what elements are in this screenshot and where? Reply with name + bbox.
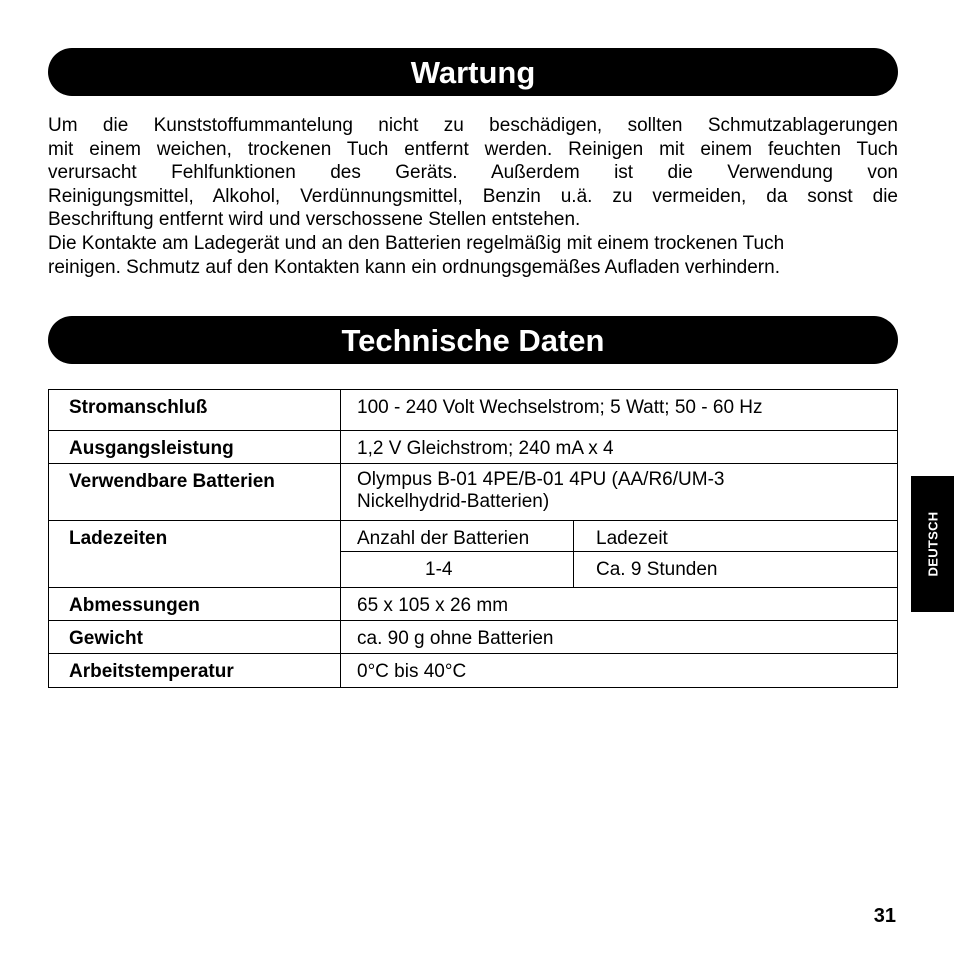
text-line: Reinigungsmittel, Alkohol, Verdünnungsmittel, Benzin u.ä. zu vermeiden, da sonst die xyxy=(48,185,898,207)
spec-value: 0°C bis 40°C xyxy=(341,654,898,688)
sub-header-time: Ladezeit xyxy=(574,521,898,552)
table-row xyxy=(49,521,898,552)
spec-label: Gewicht xyxy=(49,621,341,654)
charge-time: Ca. 9 Stunden xyxy=(574,552,898,588)
spec-value: 100 - 240 Volt Wechselstrom; 5 Watt; 50 - 60 Hz xyxy=(341,390,898,431)
wartung-paragraph-2 xyxy=(48,232,898,279)
language-tab-label: DEUTSCH xyxy=(925,511,940,577)
spec-table xyxy=(48,389,898,688)
technische-daten-title: Technische Daten xyxy=(48,316,898,364)
table-row xyxy=(49,390,898,431)
text-line: Beschriftung entfernt wird und verschossene Stellen entstehen. xyxy=(48,209,581,231)
text-line: Die Kontakte am Ladegerät und an den Batterien regelmäßig mit einem trockenen Tuch xyxy=(48,233,785,254)
wartung-paragraph-1 xyxy=(48,114,898,232)
spec-value: 1,2 V Gleichstrom; 240 mA x 4 xyxy=(341,431,898,464)
spec-label: Ausgangsleistung xyxy=(49,431,341,464)
page-number: 31 xyxy=(873,905,896,927)
spec-value: 65 x 105 x 26 mm xyxy=(341,588,898,621)
spec-label: Ladezeiten xyxy=(49,521,341,588)
battery-count: 1-4 xyxy=(341,552,574,588)
sub-header-count: Anzahl der Batterien xyxy=(341,521,574,552)
table-row xyxy=(49,431,898,464)
text-line: verursacht Fehlfunktionen des Geräts. Außerdem ist die Verwendung von xyxy=(48,162,898,184)
spec-label: Arbeitstemperatur xyxy=(49,654,341,688)
spec-label: Abmessungen xyxy=(49,588,341,621)
spec-label: Verwendbare Batterien xyxy=(49,464,341,521)
spec-value: ca. 90 g ohne Batterien xyxy=(341,621,898,654)
spec-label: Stromanschluß xyxy=(49,390,341,431)
text-line: Um die Kunststoffummantelung nicht zu beschädigen, sollten Schmutzablagerungen xyxy=(48,115,898,136)
text-line: mit einem weichen, trockenen Tuch entfernt werden. Reinigen mit einem feuchten Tuch xyxy=(48,138,898,160)
spec-value xyxy=(341,464,898,521)
spec-value-line: Olympus B-01 4PE/B-01 4PU (AA/R6/UM-3 xyxy=(357,469,725,490)
spec-value-line: Nickelhydrid-Batterien) xyxy=(357,491,550,512)
wartung-title: Wartung xyxy=(48,48,898,96)
text-line: reinigen. Schmutz auf den Kontakten kann ein ordnungsgemäßes Aufladen verhindern. xyxy=(48,256,780,278)
table-row xyxy=(49,621,898,654)
table-row xyxy=(49,464,898,521)
table-row xyxy=(49,654,898,688)
language-tab xyxy=(911,476,954,612)
table-row xyxy=(49,588,898,621)
